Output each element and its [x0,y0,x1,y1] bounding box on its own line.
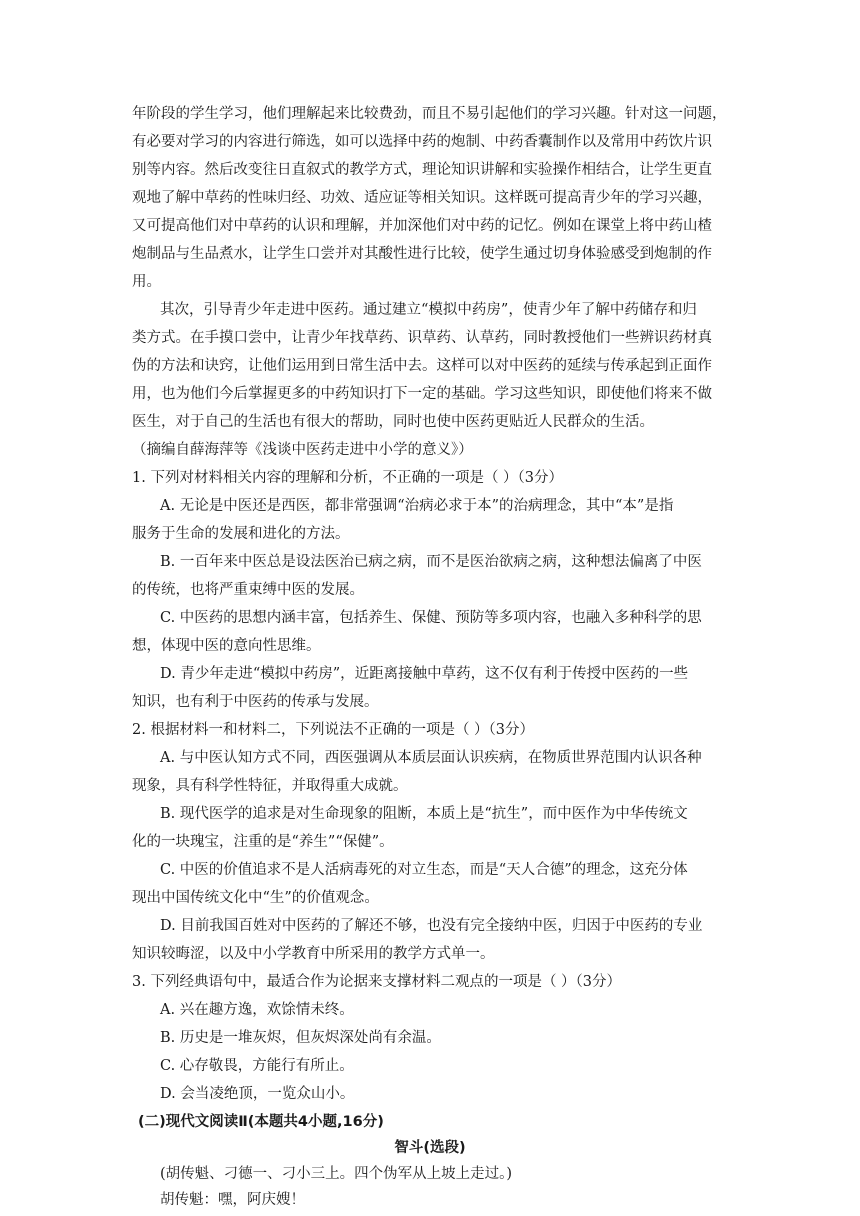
question-option: C. 心存敬畏，方能行有所止。 [160,1058,354,1074]
section-heading: (二)现代文阅读Ⅱ(本题共4小题,16分) [138,1114,384,1130]
passage-line: 医生，对于自己的生活也有很大的帮助，同时也使中医药更贴近人民群众的生活。 [132,414,654,430]
script-line: (胡传魁、刁德一、刁小三上。四个伪军从上坡上走过。) [160,1166,513,1182]
question-option: D. 会当凌绝顶，一览众山小。 [160,1086,355,1102]
passage-line: 炮制品与生品煮水，让学生口尝并对其酸性进行比较，使学生通过切身体验感受到炮制的作 [132,246,712,262]
question-option: 现出中国传统文化中“生”的价值观念。 [132,890,379,906]
question-option: A. 无论是中医还是西医，都非常强调“治病必求于本”的治病理念，其中“本”是指 [160,498,674,514]
section-title: 智斗(选段) [394,1140,466,1156]
question-3-stem: 3. 下列经典语句中，最适合作为论据来支撑材料二观点的一项是（ ）（3分） [132,974,622,990]
question-option: 现象，具有科学性特征，并取得重大成就。 [132,778,408,794]
passage-line: 年阶段的学生学习，他们理解起来比较费劲，而且不易引起他们的学习兴趣。针对这一问题， [132,106,727,122]
question-option: B. 现代医学的追求是对生命现象的阻断，本质上是“抗生”，而中医作为中华传统文 [160,806,688,822]
passage-line: 用。 [132,274,161,290]
passage-line: 有必要对学习的内容进行筛选，如可以选择中药的炮制、中药香囊制作以及常用中药饮片识 [132,134,712,150]
passage-line: 用，也为他们今后掌握更多的中药知识打下一定的基础。学习这些知识，即使他们将来不做 [132,386,712,402]
passage-line: 别等内容。然后改变往日直叙式的教学方式，理论知识讲解和实验操作相结合，让学生更直 [132,162,712,178]
script-line: 胡传魁：嘿，阿庆嫂！ [160,1192,305,1208]
question-option: 想，体现中医的意向性思维。 [132,638,321,654]
passage-source: （摘编自薛海萍等《浅谈中医药走进中小学的意义》） [132,442,473,458]
passage-line: 伪的方法和诀窍，让他们运用到日常生活中去。这样可以对中医药的延续与传承起到正面作 [132,358,712,374]
question-option: 知识较晦涩，以及中小学教育中所采用的教学方式单一。 [132,946,495,962]
question-option: A. 与中医认知方式不同，西医强调从本质层面认识疾病，在物质世界范围内认识各种 [160,750,702,766]
question-option: B. 历史是一堆灰烬，但灰烬深处尚有余温。 [160,1030,441,1046]
question-option: C. 中医药的思想内涵丰富，包括养生、保健、预防等多项内容，也融入多种科学的思 [160,610,702,626]
passage-line: 又可提高他们对中草药的认识和理解，并加深他们对中药的记忆。例如在课堂上将中药山楂 [132,218,712,234]
question-option: D. 青少年走进“模拟中药房”，近距离接触中草药，这不仅有利于传授中医药的一些 [160,666,689,682]
passage-line: 类方式。在手摸口尝中，让青少年找草药、识草药、认草药，同时教授他们一些辨识药材真 [132,330,712,346]
question-option: 服务于生命的发展和进化的方法。 [132,526,350,542]
question-option: D. 目前我国百姓对中医药的了解还不够，也没有完全接纳中医，归因于中医药的专业 [160,918,703,934]
question-2-stem: 2. 根据材料一和材料二，下列说法不正确的一项是（ ）（3分） [132,722,535,738]
question-option: A. 兴在趣方逸，欢馀情未终。 [160,1002,354,1018]
question-option: 的传统，也将严重束缚中医的发展。 [132,582,364,598]
question-option: 知识，也有利于中医药的传承与发展。 [132,694,379,710]
question-option: 化的一块瑰宝，注重的是“养生”“保健”。 [132,834,394,850]
question-1-stem: 1. 下列对材料相关内容的理解和分析，不正确的一项是（ ）（3分） [132,470,564,486]
passage-line: 观地了解中草药的性味归经、功效、适应证等相关知识。这样既可提高青少年的学习兴趣， [132,190,712,206]
question-option: B. 一百年来中医总是设法医治已病之病，而不是医治欲病之病，这种想法偏离了中医 [160,554,702,570]
question-option: C. 中医的价值追求不是人活病毒死的对立生态，而是“天人合德”的理念，这充分体 [160,862,688,878]
passage-line: 其次，引导青少年走进中医药。通过建立“模拟中药房”，使青少年了解中药储存和归 [160,302,697,318]
